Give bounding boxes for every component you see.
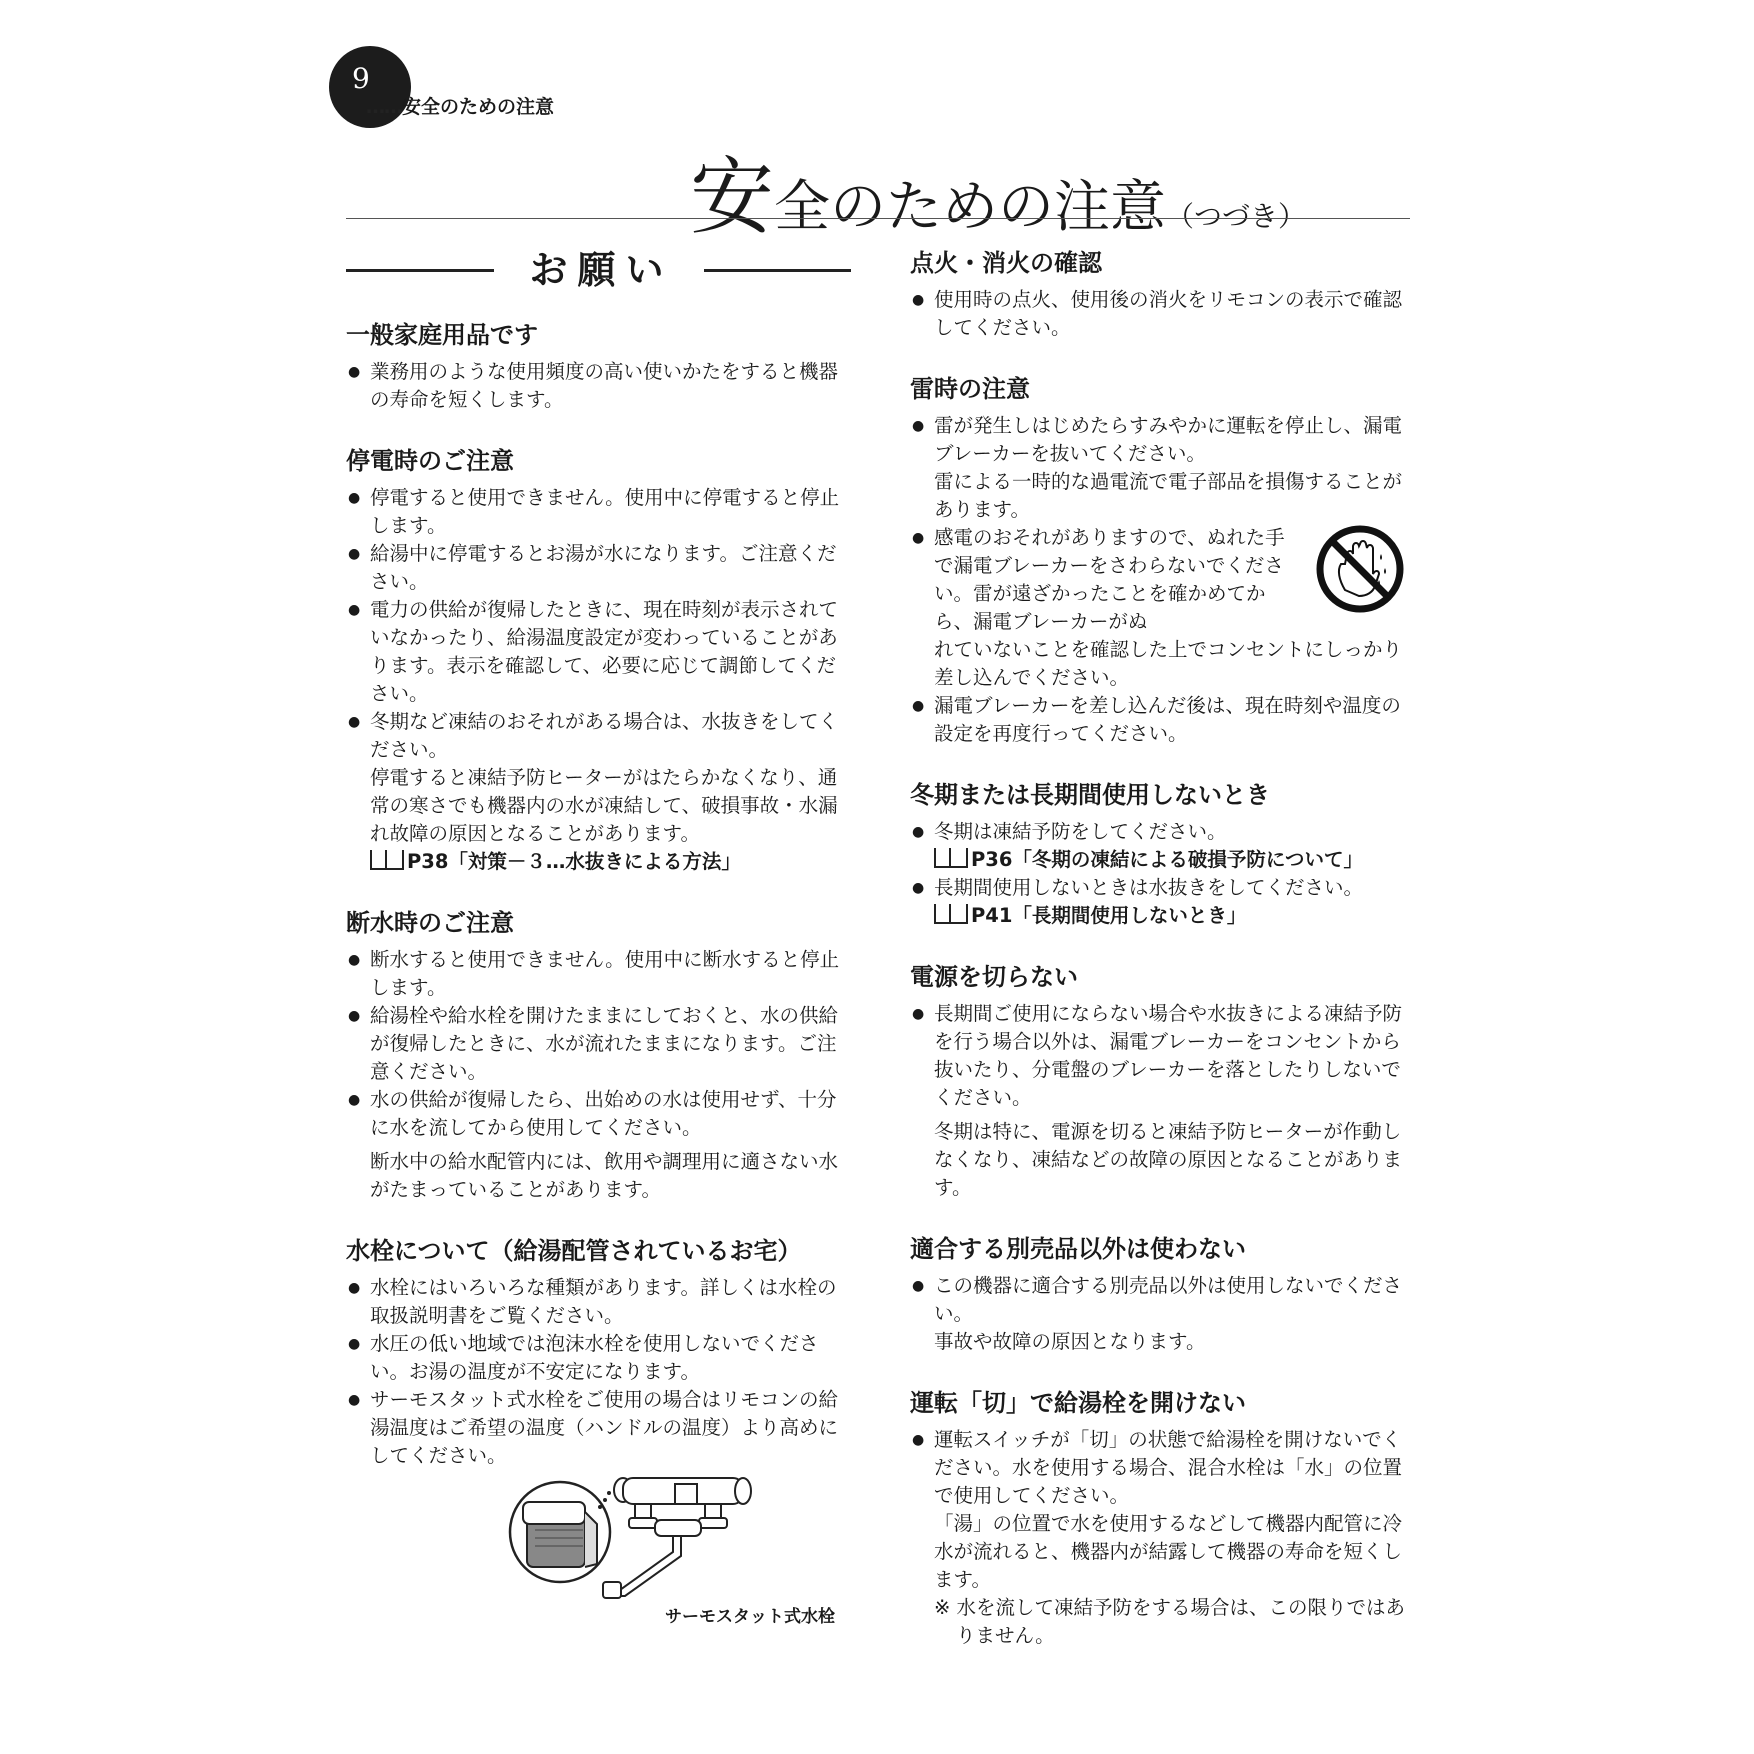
section-compatible-accessories [910,1232,1415,1356]
bullet-item: ● 停電すると使用できません。使用中に停電すると停止します。 [346,484,851,540]
page-number: 9 [352,62,370,95]
note-text: 冬期は特に、電源を切ると凍結予防ヒーターが作動しなくなり、凍結などの故障の原因となることがあります。 [934,1120,1403,1199]
page-reference [346,848,851,876]
banner-rule-right [704,269,852,272]
page-reference [910,846,1415,874]
request-banner [346,248,851,292]
bullet-item: ● 感電のおそれがありますので、ぬれた手で漏電ブレーカーをさわらないでください。雷が遠ざかったことを確かめてから、漏電ブレーカーがぬ [910,524,1289,636]
section-title: 運転「切」で給湯栓を開けない [910,1389,1246,1417]
banner-rule-left [346,269,494,272]
bullet-item: ● 断水すると使用できません。使用中に断水すると停止します。 [346,946,851,1002]
bullet-item: ● 水の供給が復帰したら、出始めの水は使用せず、十分に水を流してから使用してください。 [346,1086,851,1142]
page-reference-text: P36「冬期の凍結による破損予防について」 [971,848,1364,871]
page-title-suffix: （つづき） [1166,200,1307,233]
note-text: 雷による一時的な過電流で電子部品を損傷することがあります。 [934,470,1403,521]
bullet-item: ● 雷が発生しはじめたらすみやかに運転を停止し、漏電ブレーカーを抜いてください。 [910,412,1415,468]
banner-label: お願い [529,248,674,292]
figure-caption: サーモスタット式水栓 [665,1607,835,1627]
right-column [910,246,1415,1680]
bullet-item: ● 冬期など凍結のおそれがある場合は、水抜きをしてください。 [346,708,851,764]
running-header-text: 安全のための注意 [402,96,555,118]
note-text: 事故や故障の原因となります。 [934,1330,1206,1353]
book-icon [934,904,968,924]
bullet-item: ● 業務用のような使用頻度の高い使いかたをすると機器の寿命を短くします。 [346,358,851,414]
bullet-item: ● 長期間使用しないときは水抜きをしてください。 [910,874,1415,902]
bullet-item: ● 運転スイッチが「切」の状態で給湯栓を開けないでください。水を使用する場合、混合水栓は「水」の位置で使用してください。 [910,1426,1415,1510]
section-title: 雷時の注意 [910,375,1030,403]
bullet-item: ● 水栓にはいろいろな種類があります。詳しくは水栓の取扱説明書をご覧ください。 [346,1274,851,1330]
section-household-use [346,318,851,414]
running-header-dots: …… [366,96,402,118]
bullet-item: ● 給湯中に停電するとお湯が水になります。ご注意ください。 [346,540,851,596]
section-lightning [910,372,1415,748]
note-text: 「湯」の位置で水を使用するなどして機器内配管に冷水が流れると、機器内が結露して機器の寿命を短くします。 [934,1512,1403,1591]
section-title: 断水時のご注意 [346,909,514,937]
bullet-item: ● 電力の供給が復帰したときに、現在時刻が表示されていなかったり、給湯温度設定が変わっていることがあります。表示を確認して、必要に応じて調節してください。 [346,596,851,708]
bullet-item: ● 使用時の点火、使用後の消火をリモコンの表示で確認してください。 [910,286,1415,342]
bullet-item: ● この機器に適合する別売品以外は使用しないでください。 [910,1272,1415,1328]
bullet-item-continued: れていないことを確認した上でコンセントにしっかり差し込んでください。 [934,638,1403,689]
section-title: 水栓について（給湯配管されているお宅） [346,1237,802,1265]
section-water-outage [346,906,851,1204]
section-title: 適合する別売品以外は使わない [910,1235,1246,1263]
section-ignition-check [910,246,1415,342]
book-icon [370,850,404,870]
book-icon [934,848,968,868]
bullet-item: ● 漏電ブレーカーを差し込んだ後は、現在時刻や温度の設定を再度行ってください。 [910,692,1415,748]
page-title [690,130,1306,251]
bullet-item: ● 冬期は凍結予防をしてください。 [910,818,1415,846]
bullet-item: ● 水圧の低い地域では泡沫水栓を使用しないでください。お湯の温度が不安定になります。 [346,1330,851,1386]
title-divider [346,218,1410,219]
section-title: 電源を切らない [910,963,1078,991]
asterisk-note: ※ 水を流して凍結予防をする場合は、この限りではありません。 [934,1596,1406,1647]
bullet-item: ● 給湯栓や給水栓を開けたままにしておくと、水の供給が復帰したときに、水が流れたままになります。ご注意ください。 [346,1002,851,1086]
running-header [366,92,554,119]
note-text: 停電すると凍結予防ヒーターがはたらかなくなり、通常の寒さでも機器内の水が凍結して、破損事故・水漏れ故障の原因となることがあります。 [370,766,838,845]
section-title: 点火・消火の確認 [910,249,1102,277]
page-title-rest: 全のための注意 [774,175,1167,240]
note-text: 断水中の給水配管内には、飲用や調理用に適さない水がたまっていることがあります。 [370,1150,839,1201]
section-winter-long-term [910,778,1415,930]
page-title-first-char: 安 [690,148,775,246]
page-reference-text: P38「対策－３…水抜きによる方法」 [407,850,741,873]
section-title: 一般家庭用品です [346,321,538,349]
shock-warning-block [910,524,1415,692]
no-wet-hands-icon [1315,524,1405,614]
section-keep-power-on [910,960,1415,1202]
bullet-item: ● サーモスタット式水栓をご使用の場合はリモコンの給湯温度はご希望の温度（ハンドルの温度）より高めにしてください。 [346,1386,851,1470]
section-title: 停電時のご注意 [346,447,514,475]
section-faucet [346,1234,851,1470]
page-reference-text: P41「長期間使用しないとき」 [971,904,1247,927]
section-power-outage [346,444,851,876]
section-title: 冬期または長期間使用しないとき [910,781,1270,809]
section-switch-off-faucet [910,1386,1415,1650]
thermostat-faucet-illustration [505,1472,835,1622]
page-reference [910,902,1415,930]
bullet-item: ● 長期間ご使用にならない場合や水抜きによる凍結予防を行う場合以外は、漏電ブレーカーをコンセントから抜いたり、分電盤のブレーカーを落としたりしないでください。 [910,1000,1415,1112]
left-column [346,240,851,1500]
